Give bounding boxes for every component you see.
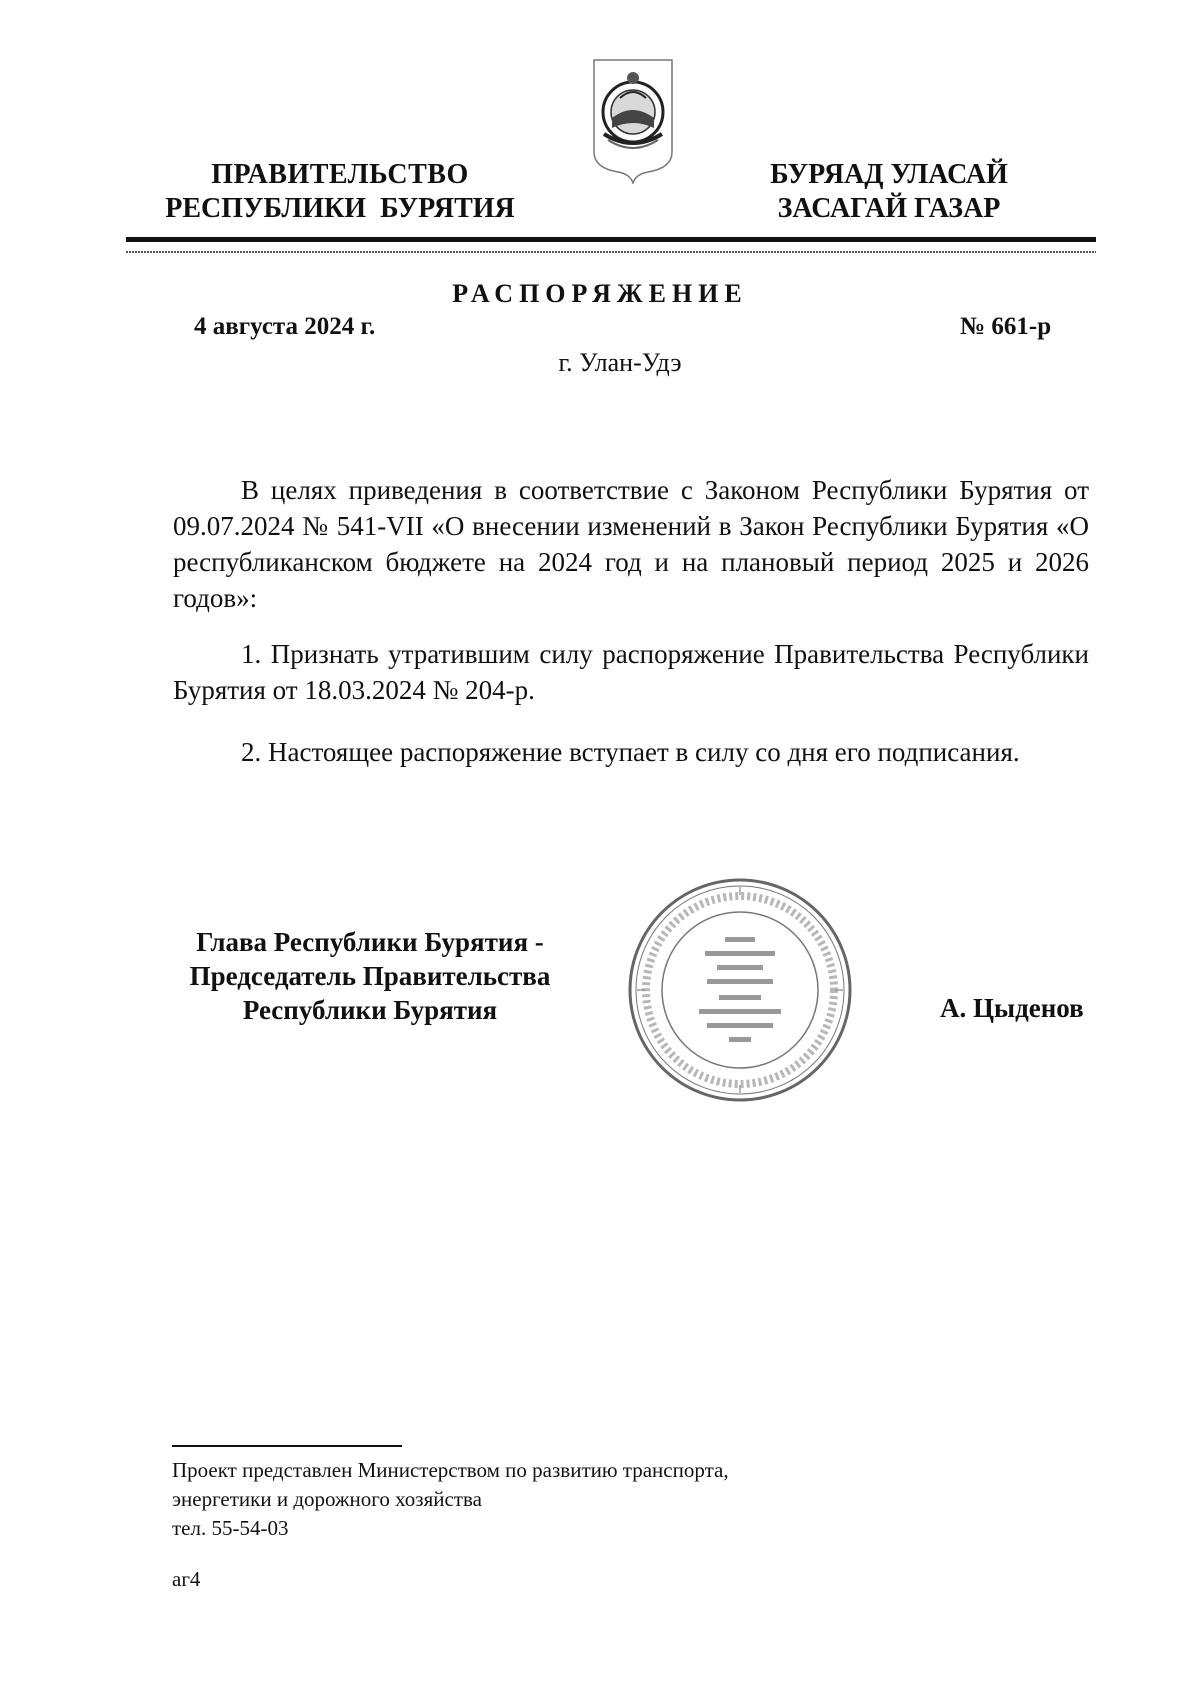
org-name-line1: ПРАВИТЕЛЬСТВО bbox=[211, 159, 469, 190]
body-paragraph-3 bbox=[173, 734, 1089, 770]
body-paragraph-2-text: 1. Признать утратившим силу распоряжение Правительства Республики Бурятия от 18.03.2024 № 204-р. bbox=[173, 639, 1089, 705]
footnote-line2: энергетики и дорожного хозяйства bbox=[172, 1487, 482, 1511]
footnote-rule bbox=[172, 1445, 402, 1447]
org-name-line2: РЕСПУБЛИКИ БУРЯТИЯ bbox=[165, 193, 515, 224]
footnote-line3: тел. 55-54-03 bbox=[172, 1516, 289, 1540]
body-paragraph-2 bbox=[173, 636, 1089, 708]
document-number: № 661-р bbox=[960, 313, 1052, 340]
body-paragraph-1 bbox=[173, 472, 1089, 616]
org-name-russian bbox=[150, 158, 530, 226]
document-type: РАСПОРЯЖЕНИЕ bbox=[452, 279, 748, 308]
footnote-line1: Проект представлен Министерством по развитию транспорта, bbox=[172, 1458, 729, 1482]
org-name-buryat-line1: БУРЯАД УЛАСАЙ bbox=[770, 159, 1008, 190]
signer-title bbox=[160, 925, 580, 1027]
signer-title-line1: Глава Республики Бурятия - bbox=[196, 927, 544, 957]
header-rule-thick bbox=[126, 237, 1096, 242]
footnote bbox=[172, 1456, 729, 1543]
signer-title-line2: Председатель Правительства bbox=[189, 961, 551, 991]
body-paragraph-1-text: В целях приведения в соответствие с Законом Республики Бурятия от 09.07.2024 № 541-VII «О внесении изменений в Закон Республики Бурятия «О республиканском бюджете на 2024 год и на плановый период 2025 и 2026 годов»: bbox=[173, 475, 1089, 613]
org-name-buryat-line2: ЗАСАГАЙ ГАЗАР bbox=[777, 193, 1001, 224]
document-date: 4 августа 2024 г. bbox=[194, 313, 376, 340]
signer-title-line3: Республики Бурятия bbox=[242, 995, 498, 1025]
signer-name: А. Цыденов bbox=[940, 993, 1084, 1023]
executor-code: аг4 bbox=[172, 1567, 201, 1591]
org-name-buryat bbox=[744, 158, 1034, 226]
document-city: г. Улан-Удэ bbox=[558, 348, 682, 377]
official-stamp bbox=[625, 875, 855, 1105]
body-paragraph-3-text: 2. Настоящее распоряжение вступает в силу со дня его подписания. bbox=[241, 737, 1020, 767]
coat-of-arms-icon bbox=[590, 56, 676, 184]
header-rule-thin bbox=[126, 251, 1096, 253]
